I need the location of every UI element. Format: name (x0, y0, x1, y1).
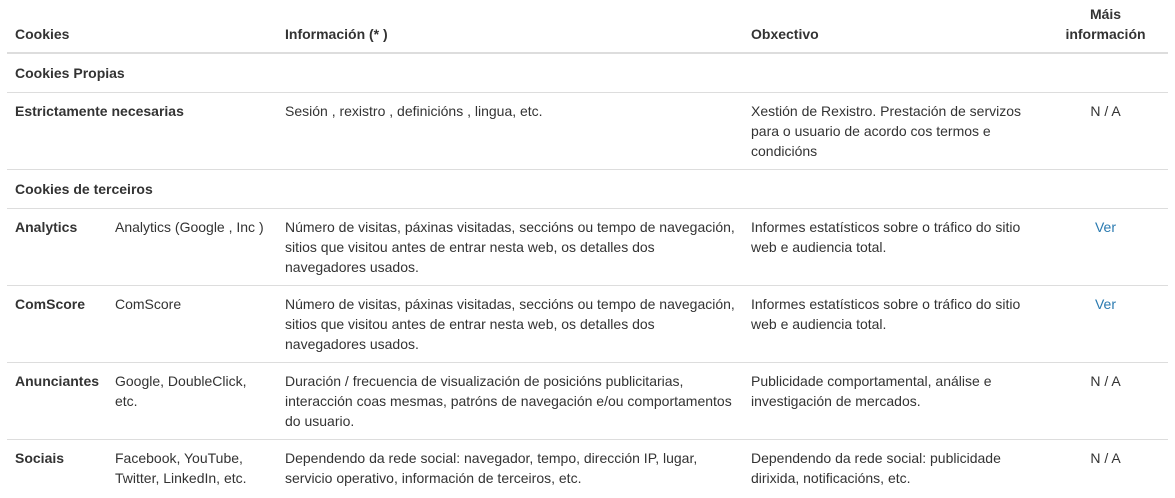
ver-link-comscore[interactable]: Ver (1094, 296, 1116, 312)
row-info-advertisers: Duración / frecuencia de visualización de posicións publicitarias, interacción coas mesmas, patróns de navegación e/ou comportamentos do usuario. (277, 363, 743, 440)
header-more-line1: Máis (1089, 6, 1122, 22)
row-name-comscore: ComScore (7, 286, 107, 363)
row-info-social: Dependendo da rede social: navegador, tempo, dirección IP, lugar, servicio operativo, información de terceiros, etc. (277, 440, 743, 497)
cookies-table (7, 0, 1168, 496)
row-more-advertisers: N / A (1043, 363, 1168, 440)
row-more-social: N / A (1043, 440, 1168, 497)
row-objective-social: Dependendo da rede social: publicidade dirixida, notificacións, etc. (743, 440, 1043, 497)
group-row-third (7, 170, 1168, 209)
header-more-line2: información (1065, 26, 1146, 42)
group-own-cookies: Cookies Propias (15, 65, 125, 81)
group-row-own (7, 53, 1168, 93)
row-name-social: Sociais (7, 440, 107, 497)
header-info: Información (* ) (277, 0, 743, 53)
row-provider-advertisers: Google, DoubleClick, etc. (107, 363, 277, 440)
header-more-info (1043, 0, 1168, 53)
row-more-comscore (1043, 286, 1168, 363)
table-row-social (7, 440, 1168, 497)
table-row-advertisers (7, 363, 1168, 440)
header-cookies: Cookies (7, 0, 277, 53)
row-objective-advertisers: Publicidade comportamental, análise e investigación de mercados. (743, 363, 1043, 440)
header-objective: Obxectivo (743, 0, 1043, 53)
row-more-strict: N / A (1043, 93, 1168, 170)
row-name-advertisers: Anunciantes (7, 363, 107, 440)
row-name-analytics: Analytics (7, 209, 107, 286)
group-third-party-cookies: Cookies de terceiros (7, 170, 1168, 209)
row-provider-analytics: Analytics (Google , Inc ) (107, 209, 277, 286)
row-objective-strict: Xestión de Rexistro. Prestación de servizos para o usuario de acordo cos termos e condicións (743, 93, 1043, 170)
table-row-analytics (7, 209, 1168, 286)
row-info-strict: Sesión , rexistro , definicións , lingua, etc. (277, 93, 743, 170)
row-name-strict: Estrictamente necesarias (7, 93, 277, 170)
row-objective-analytics: Informes estatísticos sobre o tráfico do sitio web e audiencia total. (743, 209, 1043, 286)
table-row-comscore (7, 286, 1168, 363)
row-provider-comscore: ComScore (107, 286, 277, 363)
row-info-analytics: Número de visitas, páxinas visitadas, seccións ou tempo de navegación, sitios que visitou antes de entrar nesta web, os detalles dos navegadores usados. (277, 209, 743, 286)
row-more-analytics (1043, 209, 1168, 286)
header-row (7, 0, 1168, 53)
table-row-strict (7, 93, 1168, 170)
ver-link-analytics[interactable]: Ver (1094, 219, 1116, 235)
row-info-comscore: Número de visitas, páxinas visitadas, seccións ou tempo de navegación, sitios que visitou antes de entrar nesta web, os detalles dos navegadores usados. (277, 286, 743, 363)
row-objective-comscore: Informes estatísticos sobre o tráfico do sitio web e audiencia total. (743, 286, 1043, 363)
row-provider-social: Facebook, YouTube, Twitter, LinkedIn, etc. (107, 440, 277, 497)
